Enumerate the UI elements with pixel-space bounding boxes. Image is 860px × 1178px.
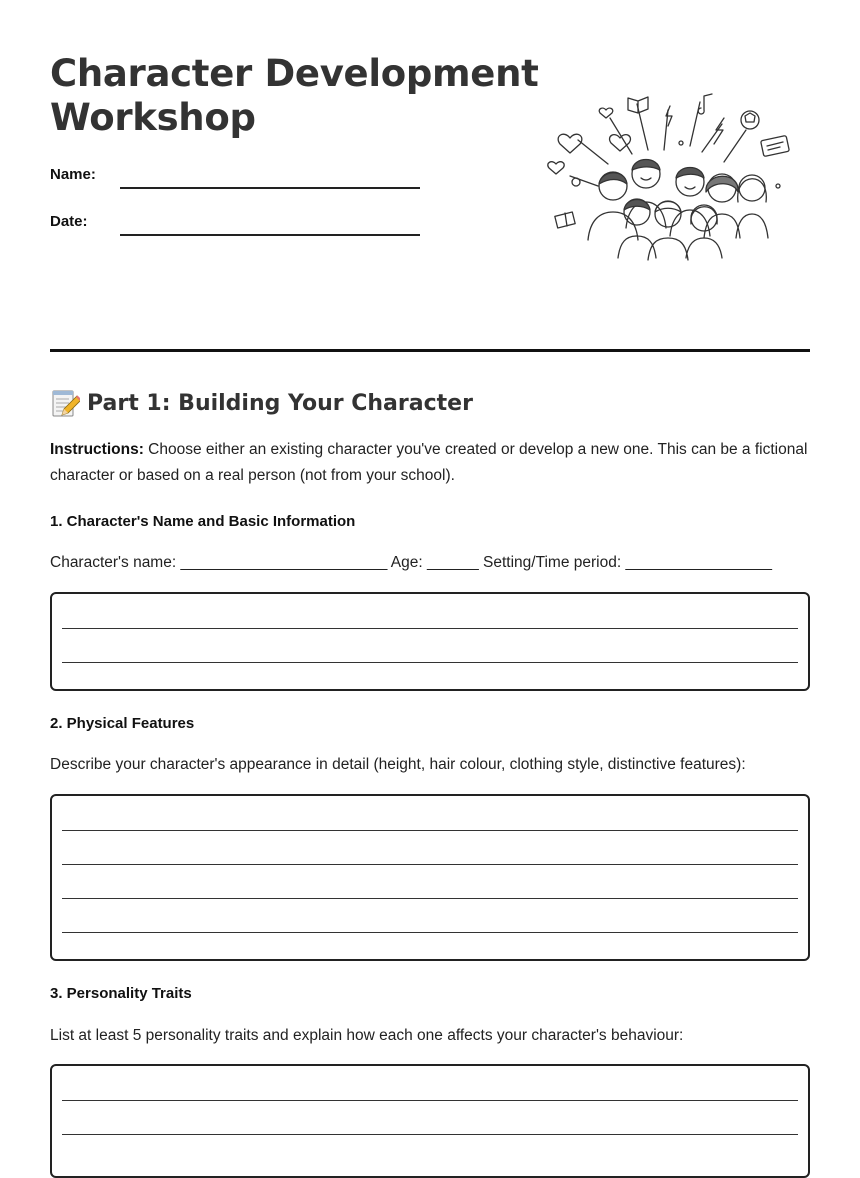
heart-icon [610, 135, 631, 151]
instructions-text: Choose either an existing character you've created or develop a new one. This can be a fictional character or based on a real person (not from your school). [50, 441, 808, 484]
date-label: Date: [50, 213, 88, 230]
question-3-prompt: List at least 5 personality traits and explain how each one affects your character's behaviour: [50, 1027, 684, 1044]
question-1-heading: 1. Character's Name and Basic Information [50, 513, 356, 530]
question-1-prompt: Character's name: ________________________ Age: ______ Setting/Time period: _________________ [50, 554, 772, 571]
heart-icon [548, 162, 564, 174]
title-line-2: Workshop [50, 96, 256, 139]
question-2-heading: 2. Physical Features [50, 715, 195, 732]
question-3-heading: 3. Personality Traits [50, 985, 192, 1002]
question-2-answer-box[interactable] [50, 794, 810, 961]
group-of-people-sketch-icon [540, 88, 800, 266]
card-icon [761, 135, 790, 156]
part-1-heading [50, 388, 473, 418]
book-icon [628, 97, 648, 113]
memo-pencil-icon [50, 388, 80, 418]
date-field[interactable] [120, 234, 420, 236]
answer-line [62, 864, 798, 865]
section-divider [50, 349, 810, 352]
heart-icon [558, 134, 582, 153]
heart-icon [599, 108, 613, 118]
question-2-prompt: Describe your character's appearance in detail (height, hair colour, clothing style, distinctive features): [50, 756, 746, 773]
instructions [50, 437, 810, 489]
lightning-icon [714, 118, 724, 144]
instructions-label: Instructions: [50, 441, 144, 458]
page-title [50, 52, 539, 140]
title-line-1: Character Development [50, 52, 539, 95]
answer-line [62, 932, 798, 933]
part-1-heading-text: Part 1: Building Your Character [87, 390, 473, 416]
answer-line [62, 898, 798, 899]
answer-line [62, 1134, 798, 1135]
answer-line [62, 628, 798, 629]
music-note-icon [698, 94, 712, 114]
question-1-answer-box[interactable] [50, 592, 810, 691]
name-label: Name: [50, 166, 96, 183]
answer-line [62, 830, 798, 831]
answer-line [62, 1100, 798, 1101]
name-field[interactable] [120, 187, 420, 189]
answer-line [62, 662, 798, 663]
